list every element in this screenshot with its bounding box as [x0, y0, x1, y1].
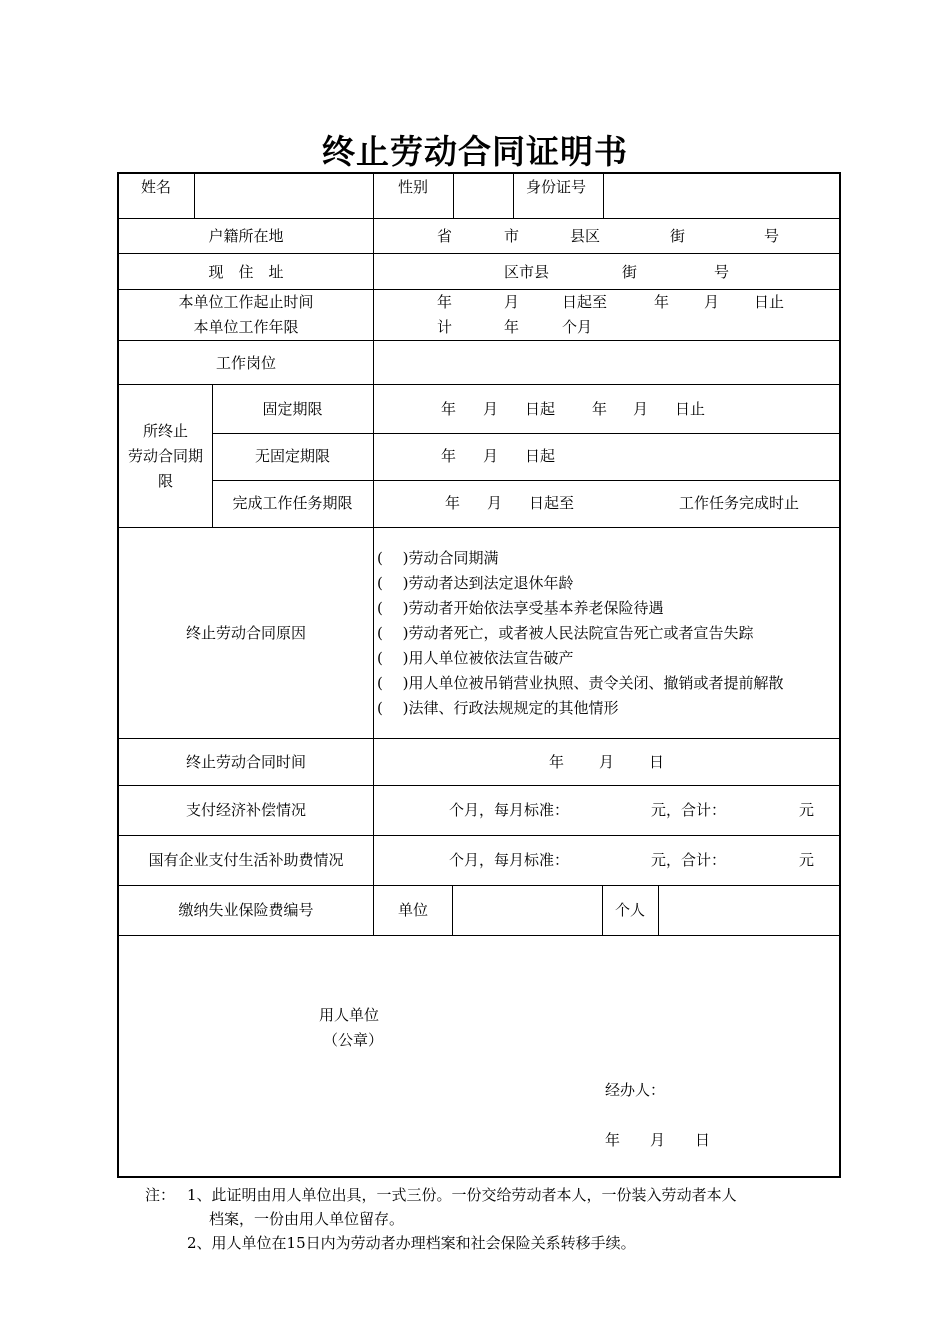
reason-item: ( )用人单位被依法宣告破产 [377, 649, 574, 667]
years-year: 年 [504, 318, 520, 336]
reason-item: ( )劳动者开始依法享受基本养老保险待遇 [377, 599, 664, 617]
compensation-label: 支付经济补偿情况 [185, 801, 306, 819]
contract-term-label-3: 限 [157, 472, 173, 490]
reason-item: ( )用人单位被吊销营业执照、责令关闭、撤销或者提前解散 [377, 674, 784, 692]
name-label: 姓名 [141, 178, 172, 196]
fixed-from-year: 年 [441, 400, 457, 418]
years-total: 计 [437, 318, 453, 336]
comp-yuan: 元 [799, 801, 815, 819]
end-day: 日 [649, 753, 665, 771]
insurance-no-label: 缴纳失业保险费编号 [178, 901, 314, 919]
reason-label: 终止劳动合同原因 [185, 624, 306, 642]
open-year: 年 [441, 447, 457, 465]
contract-term-label-1: 所终止 [142, 422, 188, 440]
period-to-month: 月 [704, 293, 720, 311]
position-label: 工作岗位 [215, 354, 276, 372]
address-label: 现 住 址 [208, 263, 284, 281]
hukou-province: 省 [437, 227, 453, 245]
address-district: 区市县 [504, 263, 550, 281]
fixed-from-month: 月 [483, 400, 499, 418]
hukou-street: 街 [670, 227, 686, 245]
hukou-county: 县区 [570, 227, 601, 245]
soe-total: 元，合计： [651, 851, 727, 869]
employer-label: 用人单位 [319, 1006, 380, 1024]
period-from-month: 月 [504, 293, 520, 311]
end-month: 月 [599, 753, 615, 771]
address-street: 街 [622, 263, 638, 281]
id-number-label: 身份证号 [526, 178, 587, 196]
reason-item: ( )劳动者死亡，或者被人民法院宣告死亡或者宣告失踪 [377, 624, 754, 642]
note-2: 2、用人单位在15日内为劳动者办理档案和社会保险关系转移手续。 [187, 1234, 636, 1252]
reason-item: ( )劳动合同期满 [377, 549, 499, 567]
open-day: 日起 [525, 447, 556, 465]
task-complete: 工作任务完成时止 [679, 494, 800, 512]
hukou-number: 号 [764, 227, 780, 245]
reason-item: ( )劳动者达到法定退休年龄 [377, 574, 574, 592]
fixed-to-month: 月 [633, 400, 649, 418]
task-month: 月 [487, 494, 503, 512]
task-year: 年 [445, 494, 461, 512]
period-to-day: 日止 [754, 293, 785, 311]
personal-label: 个人 [615, 901, 646, 919]
comp-total: 元，合计： [651, 801, 727, 819]
certificate-form [117, 172, 841, 1178]
seal-label: （公章） [323, 1031, 384, 1049]
comp-months: 个月，每月标准： [449, 801, 570, 819]
address-number: 号 [714, 263, 730, 281]
end-year: 年 [549, 753, 565, 771]
fixed-to-day: 日止 [675, 400, 706, 418]
fixed-term-label: 固定期限 [262, 400, 323, 418]
fixed-to-year: 年 [592, 400, 608, 418]
page-title: 终止劳动合同证明书 [322, 132, 628, 171]
soe-months: 个月，每月标准： [449, 851, 570, 869]
soe-subsidy-label: 国有企业支付生活补助费情况 [148, 851, 344, 869]
period-to-year: 年 [654, 293, 670, 311]
work-years-label: 本单位工作年限 [193, 318, 299, 336]
reason-item: ( )法律、行政法规规定的其他情形 [377, 699, 619, 717]
period-from-year: 年 [437, 293, 453, 311]
note-1: 1、此证明由用人单位出具，一式三份。一份交给劳动者本人，一份装入劳动者本人 [187, 1186, 737, 1204]
contract-term-label-2: 劳动合同期 [127, 447, 203, 465]
task-term-label: 完成工作任务期限 [232, 494, 353, 512]
notes-prefix: 注： [145, 1186, 176, 1204]
task-day: 日起至 [529, 494, 575, 512]
fixed-from-day: 日起 [525, 400, 556, 418]
period-from-day: 日起至 [562, 293, 608, 311]
hukou-city: 市 [504, 227, 520, 245]
hukou-label: 户籍所在地 [208, 227, 284, 245]
sign-date: 年 月 日 [605, 1131, 711, 1149]
unit-label: 单位 [398, 901, 429, 919]
handler-label: 经办人： [605, 1081, 666, 1099]
notes [145, 1183, 737, 1255]
open-term-label: 无固定期限 [254, 447, 330, 465]
gender-label: 性别 [398, 178, 429, 196]
note-1-cont: 档案，一份由用人单位留存。 [209, 1210, 405, 1228]
years-month: 个月 [562, 318, 593, 336]
end-time-label: 终止劳动合同时间 [185, 753, 306, 771]
work-period-label: 本单位工作起止时间 [178, 293, 314, 311]
open-month: 月 [483, 447, 499, 465]
soe-yuan: 元 [799, 851, 815, 869]
